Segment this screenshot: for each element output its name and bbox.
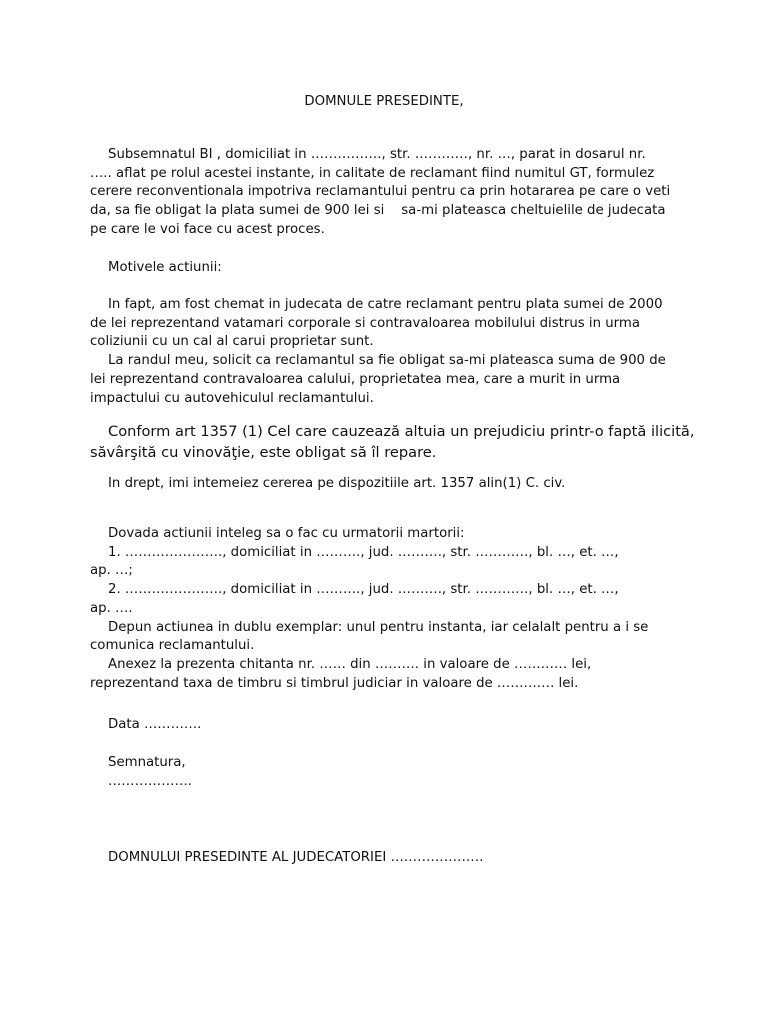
signature-block [108, 754, 192, 791]
intro-line: da, sa fie obligat la plata sumei de 900 lei si sa-mi plateasca cheltuielile de judecata [90, 203, 666, 219]
solicit-line: La randul meu, solicit ca reclamantul sa fie obligat sa-mi plateasca suma de 900 de [108, 353, 666, 369]
signature-dots: ………………. [108, 773, 193, 789]
depun-line: comunica reclamantului. [90, 638, 255, 654]
intro-paragraph [90, 146, 710, 240]
dovada-line: 1. …………………., domiciliat in ………., jud. ………., str. …………, bl. …, et. …, [108, 544, 619, 560]
fapt-paragraph [90, 296, 710, 408]
art-line: săvârşită cu vinovăţie, este obligat să îl repare. [90, 444, 437, 461]
drept-line: In drept, imi intemeiez cererea pe dispozitiile art. 1357 alin(1) C. civ. [108, 476, 566, 491]
intro-line: Subsemnatul BI , domiciliat in ……………., str. …………, nr. …, parat in dosarul nr. [108, 147, 646, 162]
dovada-line: 2. …………………., domiciliat in ………., jud. ………., str. …………, bl. …, et. …, [108, 582, 619, 598]
anexez-line: reprezentand taxa de timbru si timbrul judiciar in valoare de …………. lei. [90, 675, 579, 691]
fapt-line: In fapt, am fost chemat in judecata de catre reclamant pentru plata sumei de 2000 [108, 297, 663, 312]
solicit-line: lei reprezentand contravaloarea calului, proprietatea mea, care a murit in urma [90, 371, 621, 387]
addressee-footer [108, 849, 484, 868]
art-paragraph [90, 421, 710, 463]
date-text: Data …………. [108, 717, 202, 732]
drept-paragraph [90, 475, 710, 494]
art-line: Conform art 1357 (1) Cel care cauzează altuia un prejudiciu printr-o faptă ilicită, [108, 423, 695, 440]
addressee-text: DOMNULUI PRESEDINTE AL JUDECATORIEI ………………… [108, 850, 484, 865]
depun-line: Depun actiunea in dublu exemplar: unul pentru instanta, iar celalalt pentru a i se [108, 619, 649, 635]
motive-heading: Motivele actiunii: [108, 260, 222, 275]
dovada-line: ap. …. [90, 600, 133, 616]
solicit-line: impactului cu autovehiculul reclamantului. [90, 390, 374, 406]
intro-line: cerere reconventionala impotriva reclamantului pentru ca prin hotararea pe care o veti [90, 184, 671, 200]
dovada-line: ap. …; [90, 563, 133, 579]
document-title: DOMNULE PRESEDINTE, [304, 94, 464, 109]
anexez-line: Anexez la prezenta chitanta nr. …… din ………. in valoare de ………… lei, [108, 656, 592, 672]
fapt-line: de lei reprezentand vatamari corporale si contravaloarea mobilului distrus in urma [90, 315, 641, 331]
dovada-line: Dovada actiunii inteleg sa o fac cu urmatorii martorii: [108, 526, 465, 541]
dovada-paragraph [90, 525, 710, 693]
fapt-line: coliziunii cu un cal al carui proprietar sunt. [90, 334, 374, 350]
intro-line: ….. aflat pe rolul acestei instante, in calitate de reclamant fiind numitul GT, formulez [90, 165, 655, 181]
intro-line: pe care le voi face cu acest proces. [90, 221, 325, 237]
date-line [108, 716, 201, 735]
motive-section [90, 259, 710, 278]
signature-label: Semnatura, [108, 755, 186, 770]
